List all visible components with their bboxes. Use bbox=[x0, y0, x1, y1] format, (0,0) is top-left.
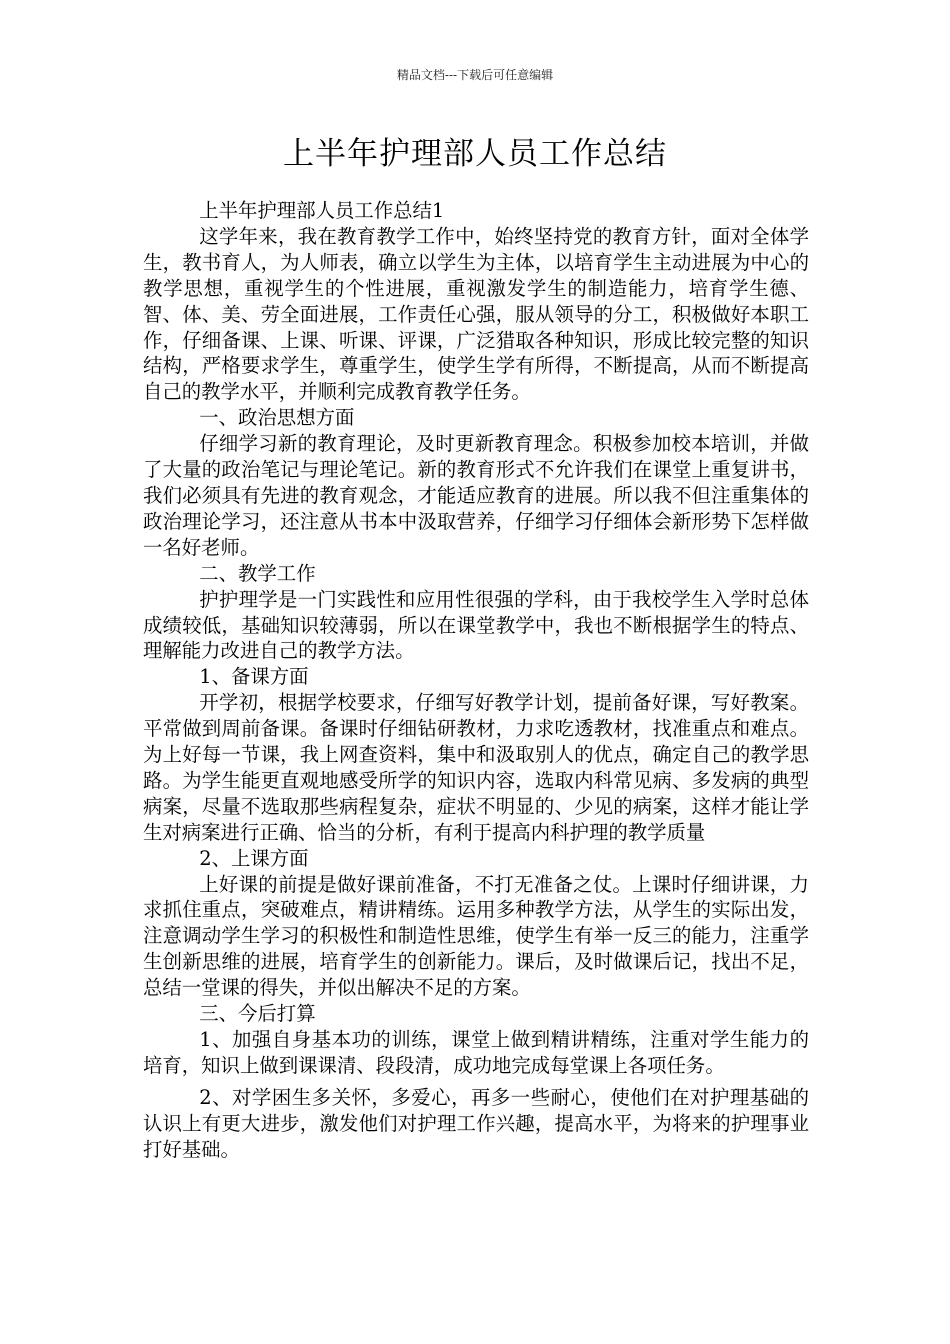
paragraph: 仔细学习新的教育理论，及时更新教育理念。积极参加校本培训，并做了大量的政治笔记与理论笔记。新的教育形式不允许我们在课堂上重复讲书，我们必须具有先进的教育观念，才能适应教育的进展。所以我不但注重集体的政治理论学习，还注意从书本中汲取营养，仔细学习仔细体会新形势下怎样做一名好老师。 bbox=[143, 432, 809, 559]
paragraph: 这学年来，我在教育教学工作中，始终坚持党的教育方针，面对全体学生，教书育人，为人师表，确立以学生为主体，以培育学生主动进展为中心的教学思想，重视学生的个性进展，重视激发学生的制造能力，培育学生德、智、体、美、劳全面进展，工作责任心强，服从领导的分工，积极做好本职工作，仔细备课、上课、听课、评课，广泛猎取各种知识，形成比较完整的知识结构，严格要求学生，尊重学生，使学生学有所得，不断提高，从而不断提高自己的教学水平，并顺利完成教育教学任务。 bbox=[143, 224, 809, 404]
section-heading: 二、教学工作 bbox=[199, 561, 316, 585]
section-heading: 三、今后打算 bbox=[199, 1002, 316, 1026]
document-title: 上半年护理部人员工作总结 bbox=[283, 136, 667, 172]
header-note: 精品文档---下载后可任意编辑 bbox=[396, 68, 554, 82]
paragraph: 1、加强自身基本功的训练，课堂上做到精讲精练，注重对学生能力的培育，知识上做到课课清、段段清，成功地完成每堂课上各项任务。 bbox=[143, 1028, 809, 1077]
section-heading: 1、备课方面 bbox=[199, 665, 309, 689]
paragraph: 开学初，根据学校要求，仔细写好教学计划，提前备好课，写好教案。平常做到周前备课。备课时仔细钻研教材，力求吃透教材，找准重点和难点。为上好每一节课，我上网查资料，集中和汲取别人的优点，确定自己的教学思路。为学生能更直观地感受所学的知识内容，选取内科常见病、多发病的典型病案，尽量不选取那些病程复杂，症状不明显的、少见的病案，这样才能让学生对病案进行正确、恰当的分析，有利于提高内科护理的教学质量 bbox=[143, 691, 809, 844]
paragraph: 护护理学是一门实践性和应用性很强的学科，由于我校学生入学时总体成绩较低，基础知识较薄弱，所以在课堂教学中，我也不断根据学生的特点、理解能力改进自己的教学方法。 bbox=[143, 587, 809, 663]
paragraph: 2、对学困生多关怀，多爱心，再多一些耐心，使他们在对护理基础的认识上有更大进步，激发他们对护理工作兴趣，提高水平，为将来的护理事业打好基础。 bbox=[143, 1085, 809, 1161]
document-body bbox=[143, 198, 809, 1163]
section-heading: 上半年护理部人员工作总结1 bbox=[199, 199, 445, 222]
section-heading: 一、政治思想方面 bbox=[199, 406, 355, 430]
section-heading: 2、上课方面 bbox=[199, 846, 309, 870]
paragraph: 上好课的前提是做好课前准备，不打无准备之仗。上课时仔细讲课，力求抓住重点，突破难点，精讲精练。运用多种教学方法，从学生的实际出发，注意调动学生学习的积极性和制造性思维，使学生有举一反三的能力，注重学生创新思维的进展，培育学生的创新能力。课后，及时做课后记，找出不足，总结一堂课的得失，并似出解决不足的方案。 bbox=[143, 872, 809, 1000]
